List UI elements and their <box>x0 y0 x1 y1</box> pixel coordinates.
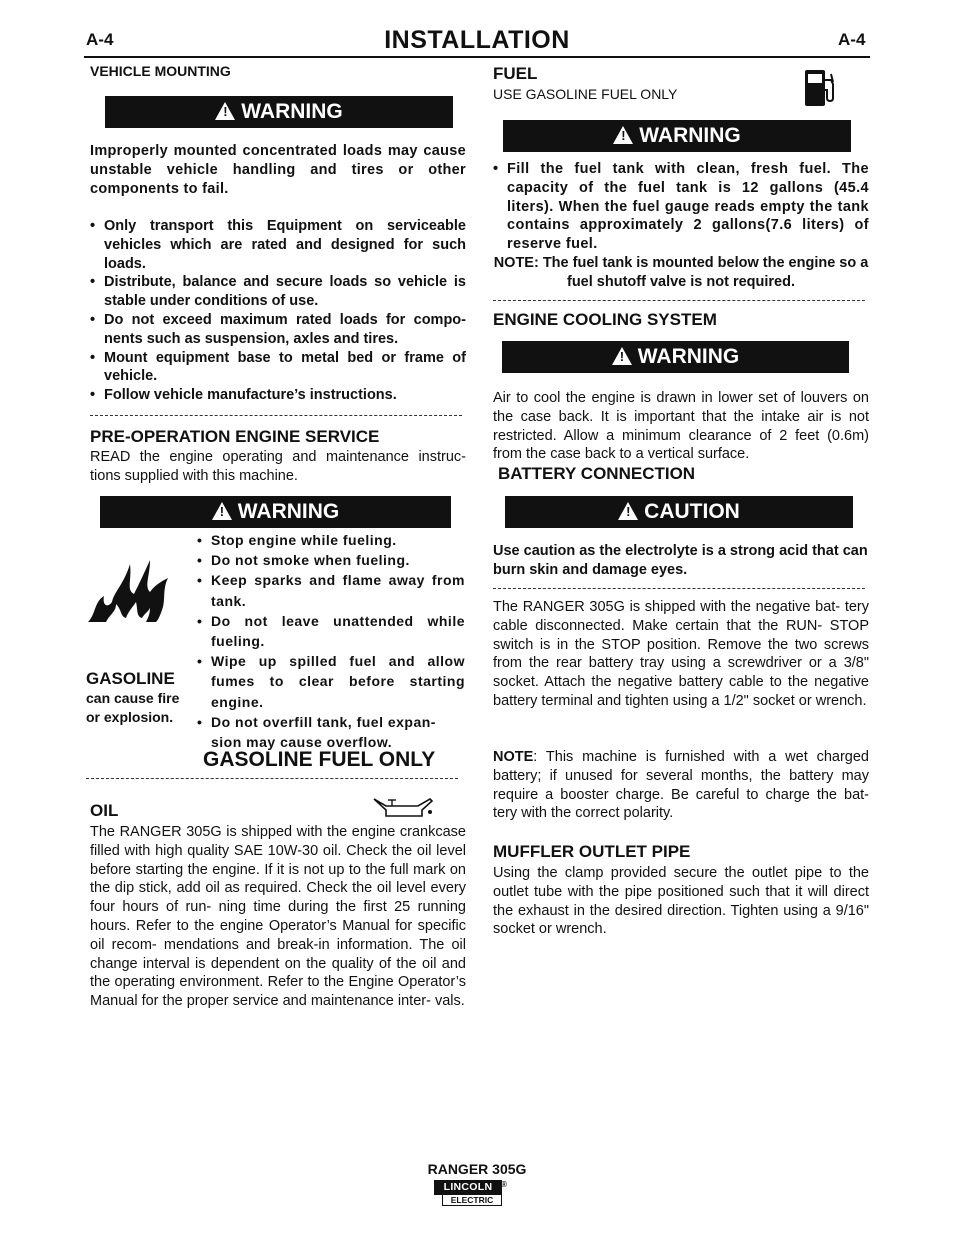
battery-note <box>493 748 869 823</box>
pre-op-text: READ the engine operating and maintenance instruc- tions supplied with this machine. <box>90 449 466 484</box>
vehicle-warning-banner <box>105 96 453 128</box>
vehicle-bullet-list <box>90 217 466 405</box>
cooling-text: Air to cool the engine is drawn in lower set of louvers on the case back. It is important that the intake air is not restricted. Allow a minimum clearance of 2 feet (0.6m) from the case back to a vertical surface. <box>493 390 869 463</box>
page-code-right: A-4 <box>838 30 866 49</box>
oil-text: The RANGER 305G is shipped with the engine crankcase filled with high quality SAE 10W-30 oil. Check the oil level before starting the engine. If it is not up to the full mark on the dip stick, add oil as required. Check the oil level every four hours of run- ning time during the first 25 running hours. Refer to the engine Operator’s Manual for specific oil recom- mendations and break-in information. The oil change interval is dependent on the quality of the oil and the operating environment. Refer to the Engine Operator’s Manual for the proper service and maintenance inter- vals. <box>90 824 466 1010</box>
muffler-heading: MUFFLER OUTLET PIPE <box>493 842 691 861</box>
page-title: INSTALLATION <box>384 26 570 54</box>
note-label: NOTE <box>493 749 534 765</box>
gasoline-title: GASOLINE <box>86 669 175 688</box>
divider <box>90 415 462 416</box>
fueling-warning-banner <box>100 496 451 528</box>
battery-caution-text: Use caution as the electrolyte is a strong acid that can burn skin and damage eyes. <box>493 543 868 578</box>
list-item: • Do not overfill tank, fuel expan- sion may cause overflow. <box>197 713 436 751</box>
warning-icon <box>612 347 632 365</box>
list-item: • Mount equipment base to metal bed or frame of vehicle. <box>90 349 466 385</box>
vehicle-mounting-heading: VEHICLE MOUNTING <box>90 63 231 79</box>
logo-top: LINCOLN <box>434 1180 502 1195</box>
fuel-bullet: • Fill the fuel tank with clean, fresh fuel. The capacity of the fuel tank is 12 gallons (45.4 liters). When the fuel gauge reads empty the tank contains approximately 2 gallons(7.6 liters) of reserve fuel. <box>493 161 869 253</box>
battery-heading: BATTERY CONNECTION <box>498 464 696 483</box>
fuel-pump-icon <box>803 68 839 108</box>
list-item: • Distribute, balance and secure loads so vehicle is stable under conditions of use. <box>90 274 466 310</box>
list-item: • Keep sparks and flame away from tank. <box>197 572 465 609</box>
cooling-warning-banner <box>502 341 849 373</box>
list-item: • Wipe up spilled fuel and allow fumes to clear before starting engine. <box>197 653 465 710</box>
divider <box>493 300 865 301</box>
gasoline-subtitle: can cause fire or explosion. <box>86 690 180 725</box>
pre-op-heading: PRE-OPERATION ENGINE SERVICE <box>90 427 380 446</box>
header-rule <box>84 56 870 58</box>
fueling-bullet-list <box>197 530 465 752</box>
page-code-left: A-4 <box>86 30 114 49</box>
list-item: • Do not smoke when fueling. <box>197 552 410 569</box>
fire-icon <box>86 556 174 624</box>
divider <box>493 588 865 589</box>
list-item: • Only transport this Equipment on serviceable vehicles which are rated and designed for such loads. <box>90 218 466 272</box>
gasoline-fuel-only: GASOLINE FUEL ONLY <box>203 748 436 771</box>
caution-icon <box>618 502 638 520</box>
warning-icon <box>212 502 232 520</box>
fuel-warning-banner <box>503 120 851 152</box>
caution-label: CAUTION <box>644 500 740 523</box>
warning-label: WARNING <box>237 500 340 523</box>
list-item: • Follow vehicle manufacture’s instructions. <box>90 387 397 404</box>
logo-registered-mark: ® <box>501 1180 507 1189</box>
fuel-subheading: USE GASOLINE FUEL ONLY <box>493 86 678 102</box>
cooling-heading: ENGINE COOLING SYSTEM <box>493 310 717 329</box>
list-item: • Do not exceed maximum rated loads for compo- nents such as suspension, axles and tires. <box>90 311 466 347</box>
battery-caution-banner <box>505 496 853 528</box>
list-item: • Do not leave unattended while fueling. <box>197 612 465 650</box>
lincoln-electric-logo <box>434 1180 506 1206</box>
warning-icon <box>215 102 235 120</box>
oil-can-icon <box>372 796 434 818</box>
warning-label: WARNING <box>639 124 741 147</box>
divider <box>86 778 458 779</box>
muffler-text: Using the clamp provided secure the outlet pipe to the outlet tube with the pipe positioned such that it will direct the exhaust in the desired direction. Tighten using a 9/16" socket or wrench. <box>493 865 869 938</box>
logo-bottom: ELECTRIC <box>442 1194 502 1206</box>
warning-label: WARNING <box>241 100 343 123</box>
oil-heading: OIL <box>90 801 119 820</box>
fuel-heading: FUEL <box>493 64 538 83</box>
battery-text: The RANGER 305G is shipped with the negative bat- tery cable disconnected. Make certain that the RUN- STOP switch is in the STOP position. Remove the two screws from the rear battery tray using a screwdriver or a 3/8" socket. Attach the negative battery cable to the negative battery terminal and tighten using a 1/2" socket or wrench. <box>493 599 869 709</box>
warning-icon <box>613 126 633 144</box>
fuel-note: NOTE: The fuel tank is mounted below the engine so a fuel shutoff valve is not required. <box>493 255 869 290</box>
list-item: • Stop engine while fueling. <box>197 532 397 548</box>
warning-label: WARNING <box>637 345 740 368</box>
note-text: : This machine is furnished with a wet charged battery; if unused for several months, the battery may require a booster charge. Be careful to charge the bat- tery with the correct polarity. <box>493 749 869 822</box>
vehicle-warning-intro: Improperly mounted concentrated loads may cause unstable vehicle handling and tires or other components to fail. <box>90 143 466 197</box>
footer-model: RANGER 305G <box>427 1161 527 1177</box>
